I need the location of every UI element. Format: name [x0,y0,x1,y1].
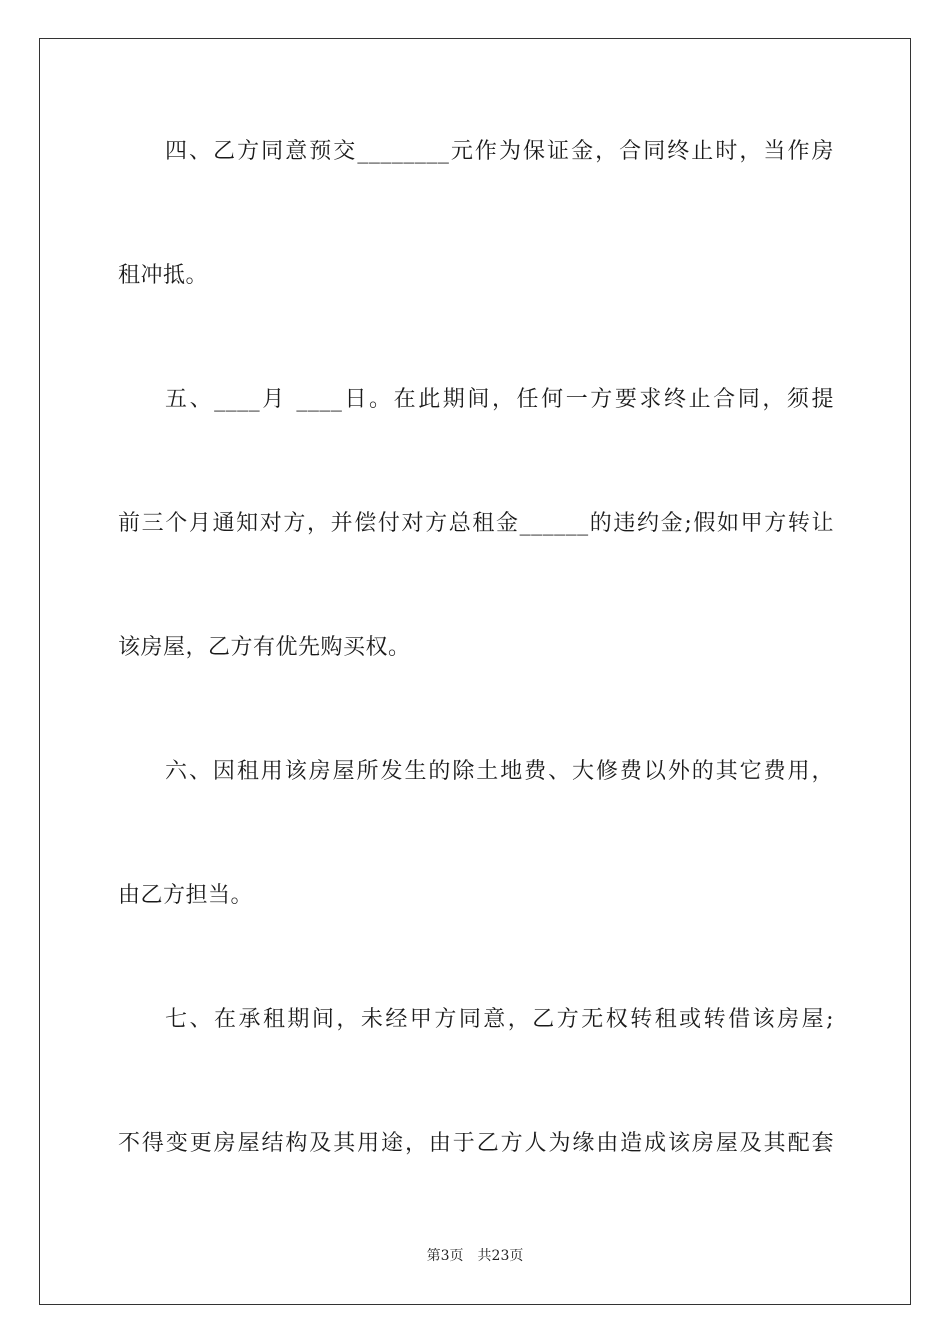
paragraph-4-line-2: 租冲抵。 [118,263,209,288]
total-page-count: 共23页 [477,1248,524,1264]
paragraph-5-line-1: 五、____月 ____日。在此期间，任何一方要求终止合同，须提 [165,387,834,412]
paragraph-7-line-2: 不得变更房屋结构及其用途，由于乙方人为缘由造成该房屋及其配套 [118,1131,834,1156]
paragraph-7-line-1: 七、在承租期间，未经甲方同意，乙方无权转租或转借该房屋; [165,1007,834,1032]
paragraph-5-line-3: 该房屋，乙方有优先购买权。 [118,635,411,660]
paragraph-5-line-2: 前三个月通知对方，并偿付对方总租金______的违约金;假如甲方转让 [118,511,834,536]
page-border [39,38,911,1305]
paragraph-6-line-1: 六、因租用该房屋所发生的除土地费、大修费以外的其它费用， [165,759,834,784]
paragraph-6-line-2: 由乙方担当。 [118,883,254,908]
current-page-number: 第3页 [426,1248,464,1264]
page-footer [0,1246,950,1266]
paragraph-4-line-1: 四、乙方同意预交________元作为保证金，合同终止时，当作房 [165,139,834,164]
